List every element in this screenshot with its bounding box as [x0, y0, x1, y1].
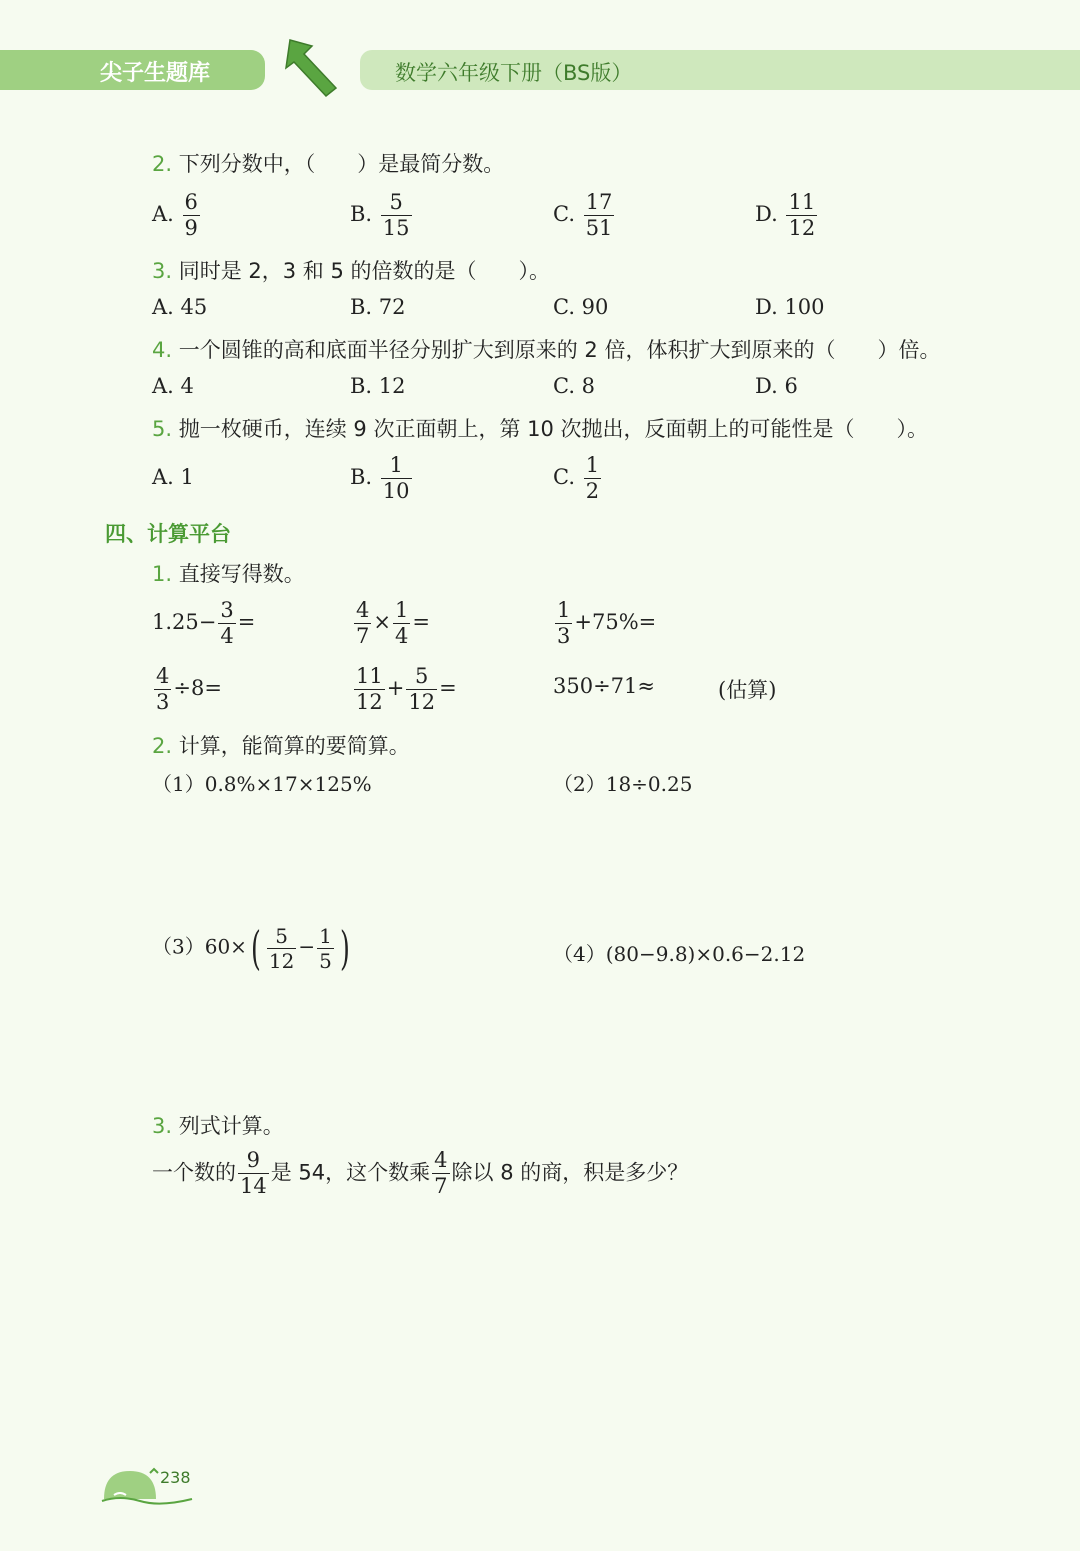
expr-text: = — [439, 676, 457, 700]
fraction — [354, 600, 371, 647]
expr-text: （3）60× — [152, 934, 247, 959]
sub-problem-2: （2）18÷0.25 — [553, 772, 693, 796]
denominator: 3 — [557, 624, 571, 648]
fraction — [381, 192, 412, 239]
numerator: 5 — [381, 192, 412, 216]
question-text: 同时是 2，3 和 5 的倍数的是（ ）。 — [178, 259, 551, 283]
q3-option-c: C. 90 — [553, 295, 609, 319]
option-letter: B. — [350, 465, 373, 489]
denominator: 51 — [585, 216, 613, 240]
section-title: 四、计算平台 — [105, 522, 231, 546]
expr-text: ÷8= — [173, 676, 222, 700]
problem-3 — [152, 1110, 284, 1140]
numerator: 4 — [356, 598, 370, 622]
fraction — [432, 1150, 449, 1197]
book-title: 数学六年级下册（BS版） — [395, 61, 633, 85]
numerator: 1 — [319, 923, 332, 948]
fraction — [238, 1150, 269, 1197]
question-number: 3. — [152, 1114, 173, 1138]
fraction — [393, 600, 410, 647]
problem-text: 一个数的 — [152, 1160, 236, 1185]
operator: × — [373, 610, 391, 634]
denominator: 10 — [382, 479, 410, 503]
numerator: 11 — [788, 190, 816, 214]
brand-tab — [0, 50, 265, 90]
question-2 — [152, 148, 504, 178]
numerator: 9 — [238, 1150, 269, 1174]
question-3 — [152, 255, 550, 285]
expr-3 — [553, 600, 656, 647]
word-problem — [152, 1150, 688, 1197]
denominator: 2 — [585, 479, 600, 503]
q5-option-b — [350, 455, 414, 502]
fraction — [317, 923, 334, 973]
denominator: 14 — [240, 1174, 267, 1198]
expr-6: 350÷71≈ — [553, 674, 655, 698]
question-4 — [152, 334, 940, 364]
q4-option-a: A. 4 — [152, 374, 194, 398]
fraction — [183, 192, 200, 239]
numerator: 5 — [406, 666, 437, 690]
numerator: 1 — [557, 598, 571, 622]
denominator: 12 — [268, 948, 295, 973]
denominator: 12 — [356, 690, 383, 714]
brand-title: 尖子生题库 — [100, 61, 211, 86]
denominator: 12 — [408, 690, 436, 714]
q2-option-c — [553, 192, 616, 239]
denominator: 7 — [356, 624, 370, 648]
question-number: 2. — [152, 152, 173, 176]
denominator: 4 — [394, 624, 409, 648]
denominator: 15 — [382, 216, 410, 240]
expr-text: +75%= — [574, 610, 657, 634]
numerator: 1 — [394, 598, 409, 622]
question-number: 2. — [152, 734, 173, 758]
q4-option-b: B. 12 — [350, 374, 406, 398]
q3-option-b: B. 72 — [350, 295, 406, 319]
problem-text: 是 54，这个数乘 — [270, 1160, 431, 1185]
question-text: 直接写得数。 — [178, 562, 305, 586]
fraction — [218, 600, 235, 647]
expr-text: 1.25− — [152, 610, 217, 634]
expr-2 — [352, 600, 430, 647]
numerator: 4 — [156, 664, 170, 688]
book-title-bar — [360, 50, 1080, 90]
estimate-note: (估算) — [718, 678, 777, 702]
expr-1 — [152, 600, 255, 647]
sub-problem-1: （1）0.8%×17×125% — [152, 772, 372, 796]
denominator: 4 — [220, 624, 234, 648]
denominator: 9 — [184, 216, 198, 240]
question-number: 5. — [152, 417, 173, 441]
numerator: 17 — [585, 190, 613, 214]
operator: − — [298, 934, 316, 959]
numerator: 4 — [434, 1148, 448, 1172]
q4-option-c: C. 8 — [553, 374, 596, 398]
fraction — [406, 666, 437, 713]
sub-problem-3 — [152, 921, 354, 975]
q5-option-c — [553, 455, 603, 502]
problem-text: 除以 8 的商，积是多少？ — [451, 1160, 689, 1185]
expr-5 — [352, 666, 457, 713]
fraction — [786, 192, 817, 239]
question-text: 列式计算。 — [178, 1114, 284, 1138]
option-letter: C. — [553, 202, 575, 226]
option-letter: C. — [553, 465, 575, 489]
expr-text: = — [237, 610, 256, 634]
fraction — [584, 192, 615, 239]
left-paren: ( — [250, 921, 261, 975]
question-number: 1. — [152, 562, 173, 586]
numerator: 3 — [220, 598, 234, 622]
numerator: 1 — [381, 455, 412, 479]
q3-option-d: D. 100 — [755, 295, 825, 319]
q3-option-a: A. 45 — [152, 295, 208, 319]
numerator: 6 — [184, 190, 198, 214]
denominator: 12 — [788, 216, 816, 240]
option-letter: B. — [350, 202, 373, 226]
q4-option-d: D. 6 — [755, 374, 798, 398]
problem-2 — [152, 730, 410, 760]
fraction — [584, 455, 601, 502]
right-paren: ) — [339, 921, 350, 975]
question-text: 下列分数中，（ ）是最简分数。 — [178, 152, 505, 176]
q2-option-d — [755, 192, 819, 239]
denominator: 5 — [319, 948, 332, 973]
question-text: 一个圆锥的高和底面半径分别扩大到原来的 2 倍，体积扩大到原来的（ ）倍。 — [178, 338, 941, 362]
problem-1 — [152, 558, 305, 588]
operator: + — [386, 676, 405, 700]
denominator: 3 — [156, 690, 170, 714]
option-letter: D. — [755, 202, 778, 226]
fraction — [267, 923, 296, 973]
fraction — [354, 666, 385, 713]
question-5 — [152, 413, 928, 443]
question-number: 3. — [152, 259, 173, 283]
sub-problem-4: （4）(80−9.8)×0.6−2.12 — [553, 942, 806, 966]
expr-text: = — [412, 610, 430, 634]
q5-option-a: A. 1 — [152, 465, 194, 489]
back-arrow-icon — [282, 36, 342, 98]
question-number: 4. — [152, 338, 173, 362]
fraction — [154, 666, 171, 713]
question-text: 计算，能简算的要简算。 — [178, 734, 410, 758]
question-text: 抛一枚硬币，连续 9 次正面朝上，第 10 次抛出，反面朝上的可能性是（ ）。 — [178, 417, 929, 441]
numerator: 11 — [356, 664, 383, 688]
fraction — [555, 600, 572, 647]
expr-4 — [152, 666, 222, 713]
q2-option-b — [350, 192, 414, 239]
option-letter: A. — [152, 202, 174, 226]
numerator: 5 — [267, 926, 296, 949]
page-number: 238 — [160, 1468, 191, 1487]
q2-option-a — [152, 192, 202, 239]
numerator: 1 — [585, 453, 600, 477]
fraction — [381, 455, 412, 502]
denominator: 7 — [434, 1174, 448, 1198]
